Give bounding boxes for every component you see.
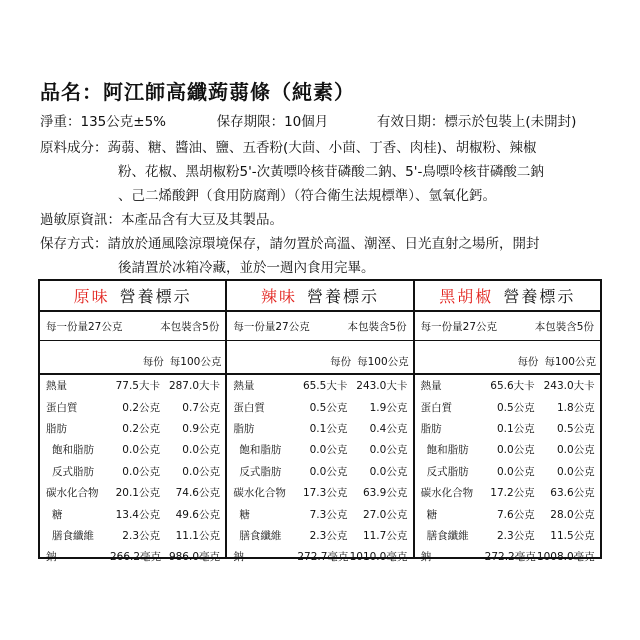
per-serving-value: 0.1公克 xyxy=(496,422,535,435)
nutrient-row xyxy=(227,461,412,482)
nutrient-row xyxy=(40,375,225,396)
nutrient-name: 糖 xyxy=(52,508,63,521)
nutrient-name: 糖 xyxy=(426,508,438,521)
col-per-serving: 每份 xyxy=(517,356,539,368)
nutrient-row xyxy=(227,482,412,503)
nutrient-name: 反式脂肪 xyxy=(239,465,282,478)
column-headers xyxy=(227,341,412,375)
nutrient-name: 蛋白質 xyxy=(233,401,265,414)
nutrient-name: 熱量 xyxy=(420,380,442,393)
col-per-100g: 每100公克 xyxy=(544,356,596,368)
nutrient-name: 膳食纖維 xyxy=(426,529,469,542)
nutrient-row xyxy=(227,525,412,546)
serving-info xyxy=(415,312,600,341)
per-serving-value: 65.6大卡 xyxy=(490,380,535,393)
per-serving-value: 0.0公克 xyxy=(496,465,535,478)
nutrient-name: 碳水化合物 xyxy=(233,487,286,500)
nutrient-row xyxy=(40,439,225,460)
nutrient-name: 反式脂肪 xyxy=(52,465,94,478)
nutrition-panel-2 xyxy=(227,281,414,564)
per-serving-value: 0.1公克 xyxy=(309,422,348,435)
per-serving-value: 272.2毫克 xyxy=(484,551,536,564)
nutrient-name: 飽和脂肪 xyxy=(52,444,94,457)
per-serving-value: 2.3公克 xyxy=(496,529,535,542)
nutrient-row xyxy=(227,375,412,396)
per-100g-value: 11.7公克 xyxy=(362,529,408,542)
nutrient-name: 脂肪 xyxy=(46,422,67,435)
per-100g-value: 243.0大卡 xyxy=(356,380,408,393)
nutrient-name: 糖 xyxy=(239,508,250,521)
per-100g-value: 11.1公克 xyxy=(175,529,220,542)
per-100g-value: 287.0大卡 xyxy=(168,380,220,393)
per-100g-value: 63.9公克 xyxy=(362,487,408,500)
per-100g-value: 1.9公克 xyxy=(369,401,408,414)
nutrient-name: 脂肪 xyxy=(233,422,255,435)
per-100g-value: 0.0公克 xyxy=(556,465,595,478)
nutrient-name: 飽和脂肪 xyxy=(426,444,469,457)
col-per-100g: 每100公克 xyxy=(169,356,222,368)
per-serving-value: 0.0公克 xyxy=(309,465,348,478)
per-100g-value: 0.0公克 xyxy=(369,444,408,457)
per-serving-value: 7.3公克 xyxy=(309,508,348,521)
serving-size: 每一份量27公克 xyxy=(420,320,498,333)
per-serving-value: 0.0公克 xyxy=(496,444,535,457)
servings-per-pack: 本包裝含5份 xyxy=(534,320,594,333)
column-headers xyxy=(40,341,225,375)
per-100g-value: 986.0毫克 xyxy=(168,551,220,564)
nutrition-panel-1 xyxy=(40,281,227,564)
per-serving-value: 0.2公克 xyxy=(122,401,160,414)
flavor-name: 黑胡椒 xyxy=(439,287,494,306)
per-100g-value: 0.5公克 xyxy=(556,422,595,435)
nutrient-row xyxy=(40,525,225,546)
per-serving-value: 266.2毫克 xyxy=(110,551,162,564)
storage-line-1: 保存方式：請放於通風陰涼環境保存，請勿置於高溫、潮溼、日光直射之場所，開封 xyxy=(40,236,540,252)
nutrition-label-heading: 營養標示 xyxy=(306,287,379,306)
column-headers xyxy=(415,341,600,375)
per-100g-value: 1008.0毫克 xyxy=(536,551,595,564)
per-serving-value: 2.3公克 xyxy=(122,529,160,542)
nutrient-name: 熱量 xyxy=(46,380,67,393)
per-serving-value: 65.5大卡 xyxy=(302,380,348,393)
storage-line-2: 後請置於冰箱冷藏，並於一週內食用完畢。 xyxy=(118,260,375,276)
nutrient-name: 蛋白質 xyxy=(420,401,453,414)
ingredients-line-3: 、己二烯酸鉀（食用防腐劑）（符合衛生法規標準）、氫氧化鈣。 xyxy=(118,188,496,204)
nutrient-name: 脂肪 xyxy=(420,422,442,435)
nutrient-name: 膳食纖維 xyxy=(52,529,94,542)
nutrient-row xyxy=(40,396,225,417)
nutrient-name: 膳食纖維 xyxy=(239,529,282,542)
panel-heading xyxy=(415,281,600,312)
per-serving-value: 0.5公克 xyxy=(309,401,348,414)
net-weight-row xyxy=(40,110,576,130)
nutrient-row xyxy=(227,439,412,460)
per-serving-value: 7.6公克 xyxy=(496,508,535,521)
nutrient-name: 鈉 xyxy=(233,551,244,564)
nutrient-row xyxy=(415,482,600,503)
nutrient-row xyxy=(227,546,412,567)
nutrient-row xyxy=(227,418,412,439)
per-100g-value: 28.0公克 xyxy=(550,508,595,521)
nutrient-name: 碳水化合物 xyxy=(46,487,99,500)
per-100g-value: 0.7公克 xyxy=(182,401,220,414)
per-serving-value: 13.4公克 xyxy=(115,508,160,521)
per-serving-value: 0.0公克 xyxy=(309,444,348,457)
per-serving-value: 17.3公克 xyxy=(302,487,348,500)
nutrient-row xyxy=(415,503,600,524)
col-per-serving: 每份 xyxy=(330,356,352,368)
per-serving-value: 0.0公克 xyxy=(122,444,160,457)
per-100g-value: 243.0大卡 xyxy=(543,380,595,393)
nutrient-row xyxy=(40,482,225,503)
per-100g-value: 63.6公克 xyxy=(550,487,595,500)
flavor-name: 原味 xyxy=(73,287,110,306)
serving-size: 每一份量27公克 xyxy=(46,320,123,333)
col-per-serving: 每份 xyxy=(142,356,164,368)
per-100g-value: 0.0公克 xyxy=(182,444,220,457)
nutrient-name: 反式脂肪 xyxy=(426,465,469,478)
nutrition-label-heading: 營養標示 xyxy=(503,287,576,306)
nutrient-row xyxy=(40,546,225,567)
nutrient-row xyxy=(415,461,600,482)
ingredients-line-2: 粉、花椒、黑胡椒粉5'-次黃嘌呤核苷磷酸二鈉、5'-鳥嘌呤核苷磷酸二鈉 xyxy=(118,164,544,180)
col-per-100g: 每100公克 xyxy=(357,356,409,368)
nutrient-name: 鈉 xyxy=(46,551,57,564)
nutrient-row xyxy=(40,503,225,524)
serving-size: 每一份量27公克 xyxy=(233,320,310,333)
per-serving-value: 77.5大卡 xyxy=(115,380,160,393)
allergen-info: 過敏原資訊：本產品含有大豆及其製品。 xyxy=(40,212,283,228)
per-serving-value: 0.2公克 xyxy=(122,422,160,435)
servings-per-pack: 本包裝含5份 xyxy=(160,320,220,333)
serving-info xyxy=(40,312,225,341)
per-100g-value: 1.8公克 xyxy=(556,401,595,414)
per-100g-value: 49.6公克 xyxy=(175,508,220,521)
nutrition-label-heading: 營養標示 xyxy=(119,287,192,306)
per-serving-value: 272.7毫克 xyxy=(297,551,349,564)
serving-info xyxy=(227,312,412,341)
nutrient-row xyxy=(415,375,600,396)
nutrient-name: 蛋白質 xyxy=(46,401,78,414)
shelf-life: 保存期限：10個月 xyxy=(216,114,329,130)
per-100g-value: 27.0公克 xyxy=(362,508,408,521)
net-weight: 淨重：135公克±5% xyxy=(40,114,166,130)
nutrient-row xyxy=(227,503,412,524)
per-serving-value: 17.2公克 xyxy=(490,487,535,500)
nutrient-name: 鈉 xyxy=(420,551,432,564)
per-100g-value: 0.0公克 xyxy=(369,465,408,478)
per-serving-value: 0.5公克 xyxy=(496,401,535,414)
panel-heading xyxy=(40,281,225,312)
servings-per-pack: 本包裝含5份 xyxy=(347,320,407,333)
per-100g-value: 1010.0毫克 xyxy=(349,551,408,564)
nutrient-row xyxy=(415,525,600,546)
nutrient-name: 熱量 xyxy=(233,380,255,393)
per-serving-value: 2.3公克 xyxy=(309,529,348,542)
flavor-name: 辣味 xyxy=(260,287,297,306)
nutrient-row xyxy=(40,461,225,482)
panel-heading xyxy=(227,281,412,312)
per-100g-value: 0.0公克 xyxy=(182,465,220,478)
nutrient-row xyxy=(415,439,600,460)
ingredients-line-1: 原料成分：蒟蒻、糖、醬油、鹽、五香粉(大茴、小茴、丁香、肉桂)、胡椒粉、辣椒 xyxy=(40,140,537,156)
nutrient-row xyxy=(415,546,600,567)
per-100g-value: 0.0公克 xyxy=(556,444,595,457)
nutrient-name: 碳水化合物 xyxy=(420,487,474,500)
nutrition-panel-3 xyxy=(415,281,600,564)
nutrient-row xyxy=(415,418,600,439)
nutrient-name: 飽和脂肪 xyxy=(239,444,282,457)
nutrition-tables xyxy=(38,279,602,564)
per-100g-value: 11.5公克 xyxy=(550,529,595,542)
per-100g-value: 0.9公克 xyxy=(182,422,220,435)
per-serving-value: 20.1公克 xyxy=(115,487,160,500)
per-serving-value: 0.0公克 xyxy=(122,465,160,478)
nutrient-row xyxy=(415,396,600,417)
nutrient-row xyxy=(227,396,412,417)
expiry-date: 有效日期：標示於包裝上(未開封) xyxy=(376,114,577,130)
per-100g-value: 74.6公克 xyxy=(175,487,220,500)
nutrient-row xyxy=(40,418,225,439)
product-title: 品名：阿江師高纖蒟蒻條（純素） xyxy=(40,80,355,104)
per-100g-value: 0.4公克 xyxy=(369,422,408,435)
